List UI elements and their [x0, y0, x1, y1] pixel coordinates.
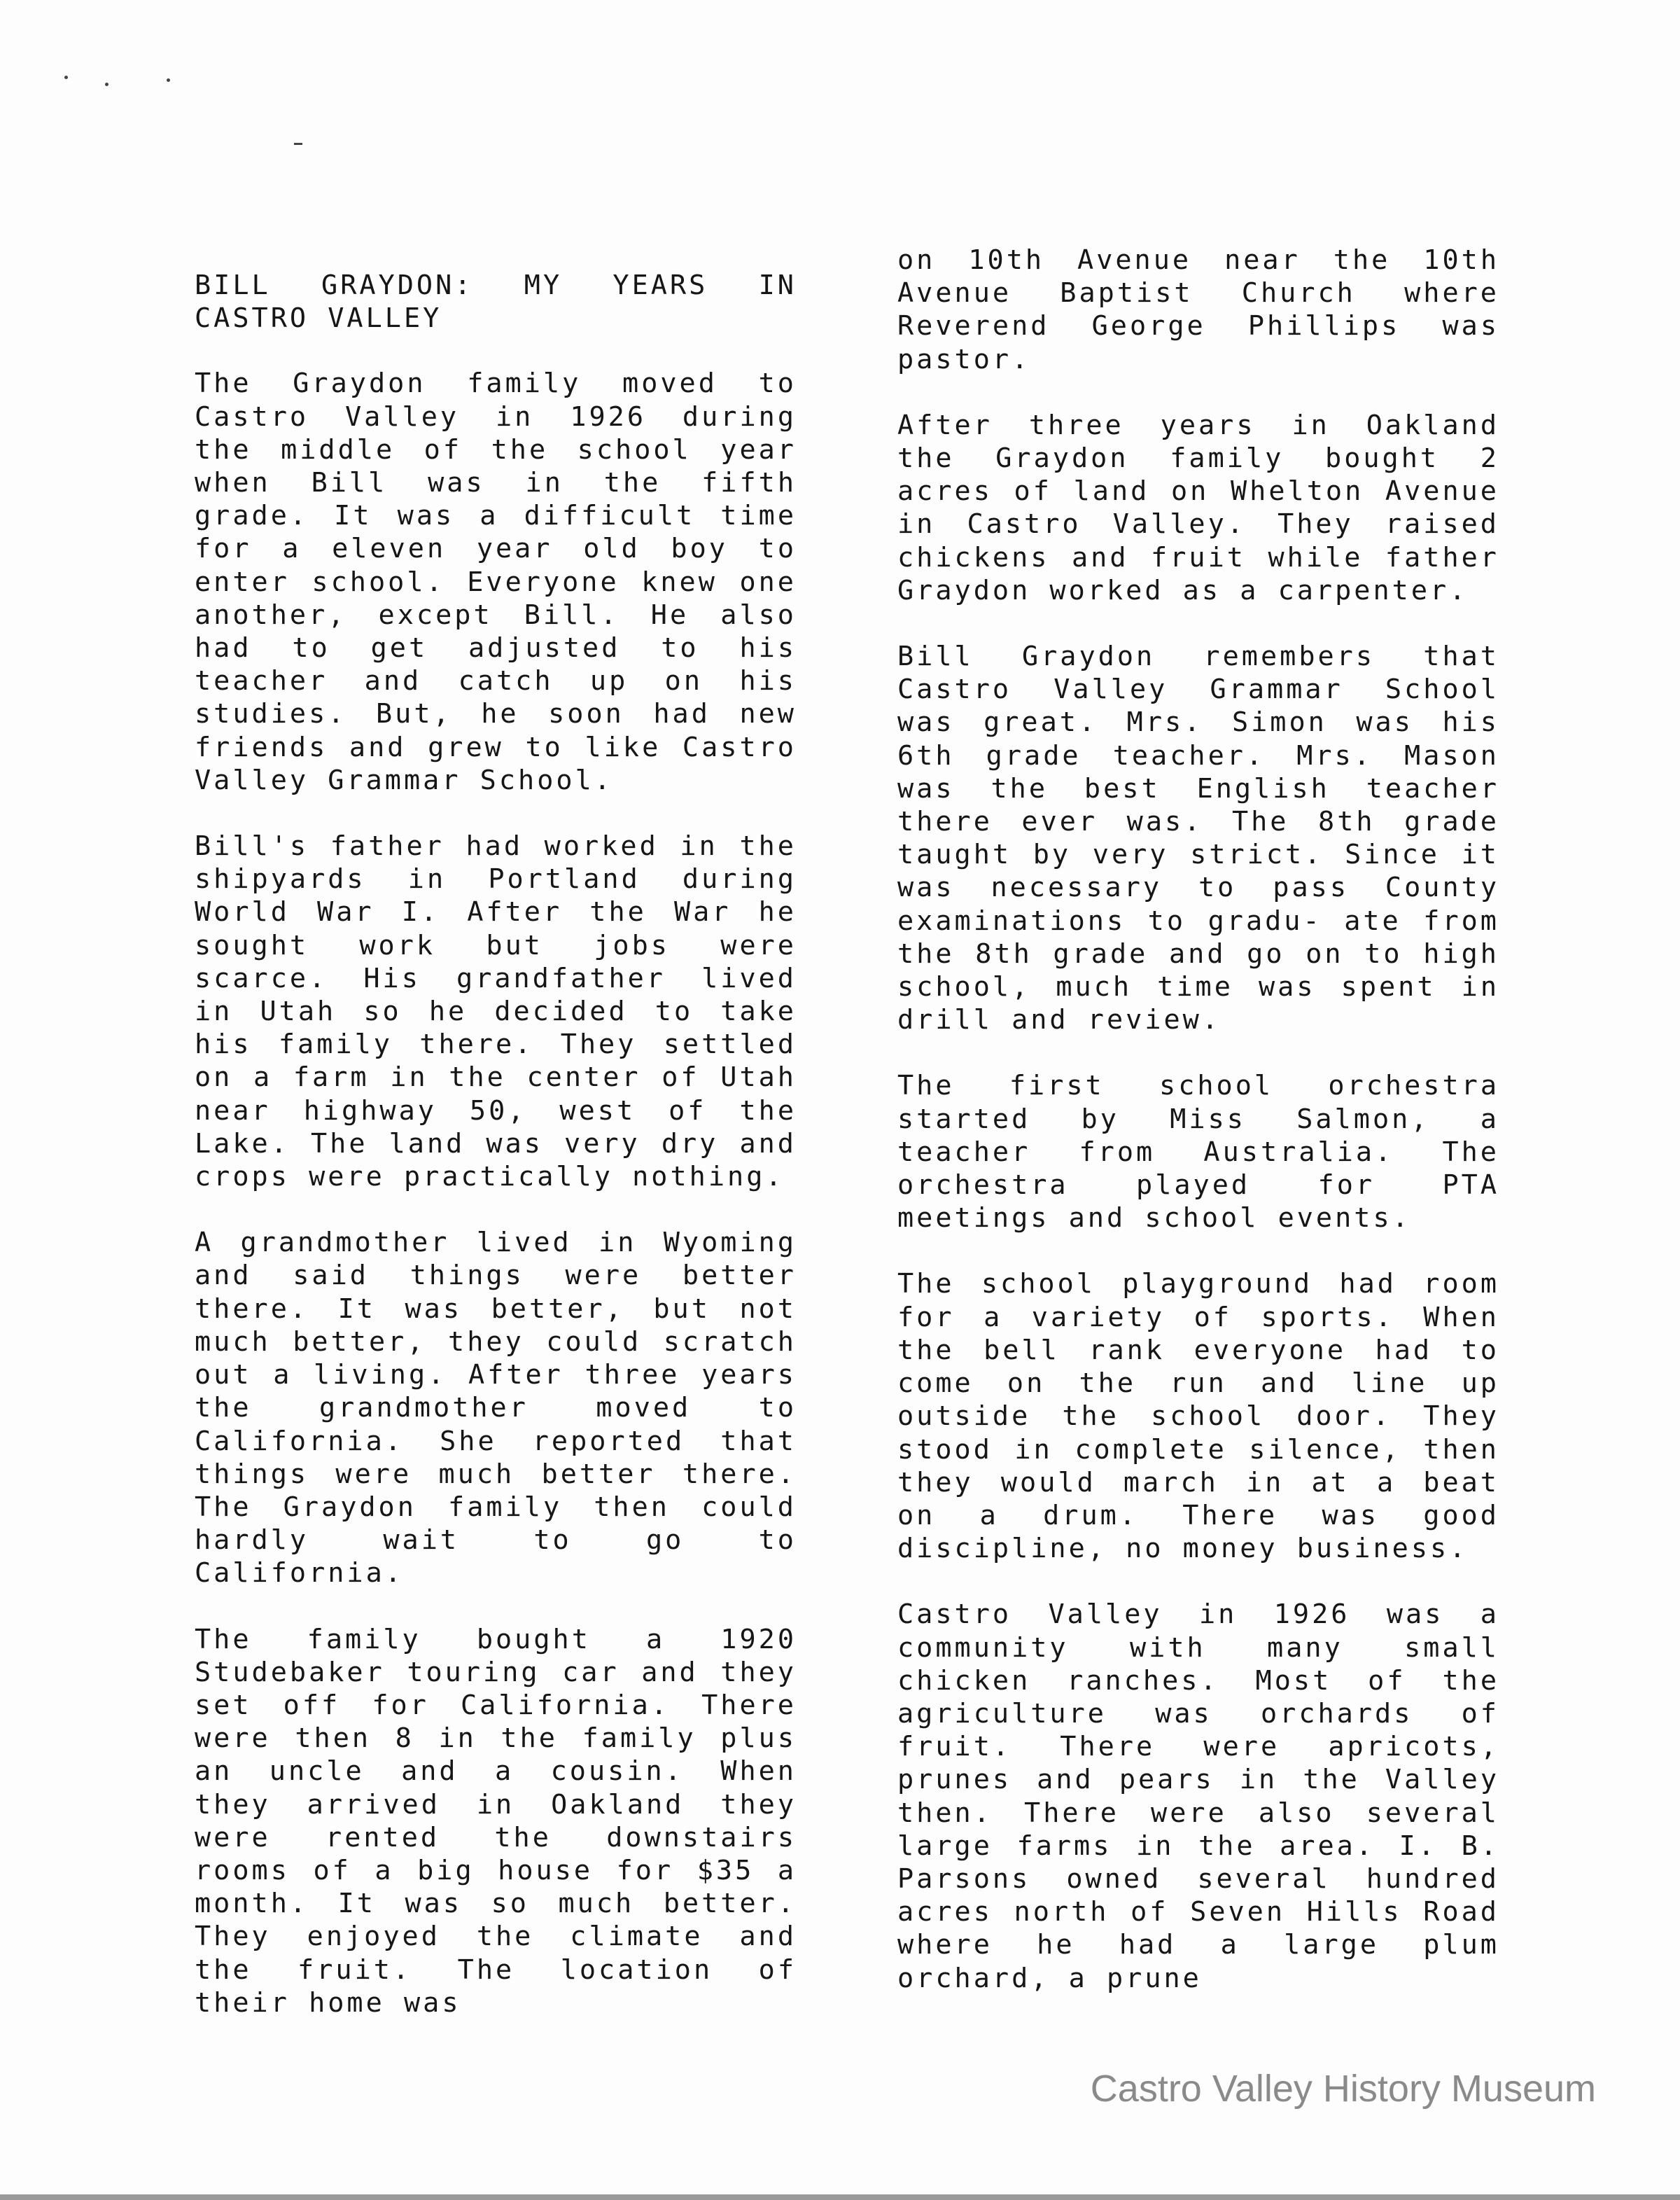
paragraph: After three years in Oakland the Graydon family bought 2 acres of land on Whelton Avenue in Castro Valley. They raised chickens and fruit while father Graydon worked as a carpenter. — [897, 409, 1499, 606]
scan-bottom-edge — [0, 2194, 1680, 2200]
paragraph: on 10th Avenue near the 10th Avenue Baptist Church where Reverend George Phillips was pastor. — [897, 244, 1499, 375]
scan-speck — [105, 83, 108, 86]
museum-watermark: Castro Valley History Museum — [1090, 2068, 1596, 2110]
paragraph: A grandmother lived in Wyoming and said things were better there. It was better, but not much better, they could scratch out a living. After three years the grandmother moved to California. She reported that things were much better there. The Graydon family then could hardly wait to go to California. — [195, 1227, 797, 1589]
article-title: BILL GRAYDON: MY YEARS IN CASTRO VALLEY — [195, 270, 797, 335]
paragraph: Bill Graydon remembers that Castro Valley Grammar School was great. Mrs. Simon was his 6th grade teacher. Mrs. Mason was the best English teacher there ever was. The 8th grade taught by very strict. Since it was necessary to pass County examinations to gradu- ate from the 8th grade and go on to high school, much time was spent in drill and review. — [897, 641, 1499, 1036]
paragraph: The family bought a 1920 Studebaker touring car and they set off for California. There were then 8 in the family plus an uncle and a cousin. When they arrived in Oakland they were rented the downstairs rooms of a big house for $35 a month. It was so much better. They enjoyed the climate and the fruit. The location of their home was — [195, 1623, 797, 2019]
paragraph: The Graydon family moved to Castro Valley in 1926 during the middle of the school year when Bill was in the fifth grade. It was a difficult time for a eleven year old boy to enter school. Everyone knew one another, except Bill. He also had to get adjusted to his teacher and catch up on his studies. But, he soon had new friends and grew to like Castro Valley Grammar School. — [195, 368, 797, 796]
scan-speck — [294, 143, 302, 145]
paragraph: Bill's father had worked in the shipyards in Portland during World War I. After the War he sought work but jobs were scarce. His grandfather lived in Utah so he decided to take his family there. They settled on a farm in the center of Utah near highway 50, west of the Lake. The land was very dry and crops were practically nothing. — [195, 830, 797, 1193]
scan-speck — [64, 76, 68, 79]
paragraph: The first school orchestra started by Miss Salmon, a teacher from Australia. The orchestra played for PTA meetings and school events. — [897, 1070, 1499, 1234]
right-column — [897, 244, 1499, 2028]
scan-speck — [167, 78, 170, 82]
left-column — [195, 238, 797, 2052]
paragraph: Castro Valley in 1926 was a community with many small chicken ranches. Most of the agriculture was orchards of fruit. There were apricots, prunes and pears in the Valley then. There were also several large farms in the area. I. B. Parsons owned several hundred acres north of Seven Hills Road where he had a large plum orchard, a prune — [897, 1599, 1499, 1994]
paragraph: The school playground had room for a variety of sports. When the bell rank everyone had to come on the run and line up outside the school door. They stood in complete silence, then they would march in at a beat on a drum. There was good discipline, no money business. — [897, 1268, 1499, 1565]
